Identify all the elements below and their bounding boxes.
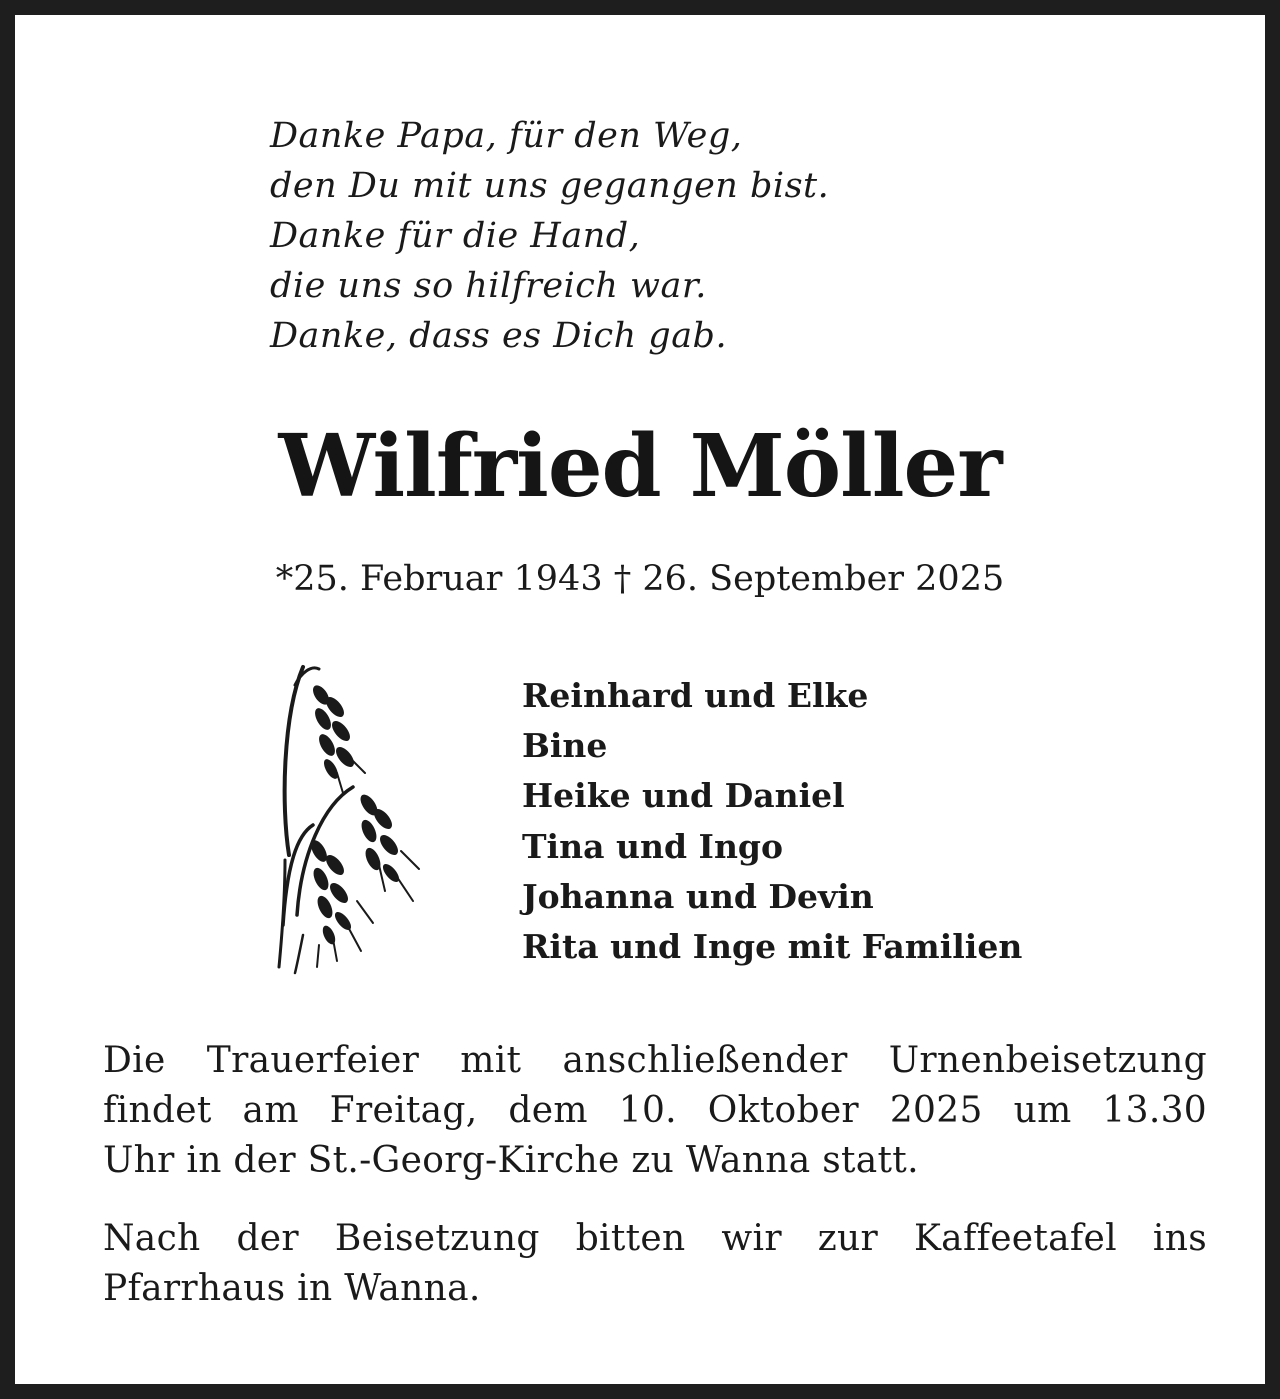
poem-line: Danke, dass es Dich gab. bbox=[270, 316, 728, 356]
deceased-name: Wilfried Möller bbox=[278, 416, 1002, 517]
poem bbox=[270, 111, 829, 361]
poem-line: den Du mit uns gegangen bist. bbox=[270, 166, 830, 206]
poem-line: die uns so hilfreich war. bbox=[270, 266, 707, 306]
wheat-ears-icon bbox=[273, 655, 433, 975]
poem-line: Danke für die Hand, bbox=[270, 216, 641, 256]
ceremony-notice bbox=[103, 1036, 1207, 1186]
life-dates: *25. Februar 1943 † 26. September 2025 bbox=[275, 559, 1005, 599]
reception-line: Nach der Beisetzung bitten wir zur Kaffeetafel ins bbox=[103, 1218, 1207, 1259]
ceremony-line: Uhr in der St.-Georg-Kirche zu Wanna statt. bbox=[103, 1140, 919, 1181]
mourner-entry: Reinhard und Elke bbox=[522, 676, 869, 715]
mourner-entry: Johanna und Devin bbox=[522, 876, 874, 916]
mourners-list bbox=[522, 671, 1022, 972]
mourner-entry: Rita und Inge mit Familien bbox=[522, 927, 1023, 967]
poem-line: Danke Papa, für den Weg, bbox=[270, 116, 743, 156]
ceremony-line: Die Trauerfeier mit anschließender Urnenbeisetzung bbox=[103, 1040, 1207, 1081]
reception-notice bbox=[103, 1214, 1207, 1314]
mourner-entry: Tina und Ingo bbox=[522, 826, 784, 866]
reception-line: Pfarrhaus in Wanna. bbox=[103, 1268, 481, 1309]
mourner-entry: Bine bbox=[522, 726, 608, 766]
ceremony-line: findet am Freitag, dem 10. Oktober 2025 um 13.30 bbox=[103, 1090, 1207, 1131]
mourner-entry: Heike und Daniel bbox=[522, 776, 845, 816]
